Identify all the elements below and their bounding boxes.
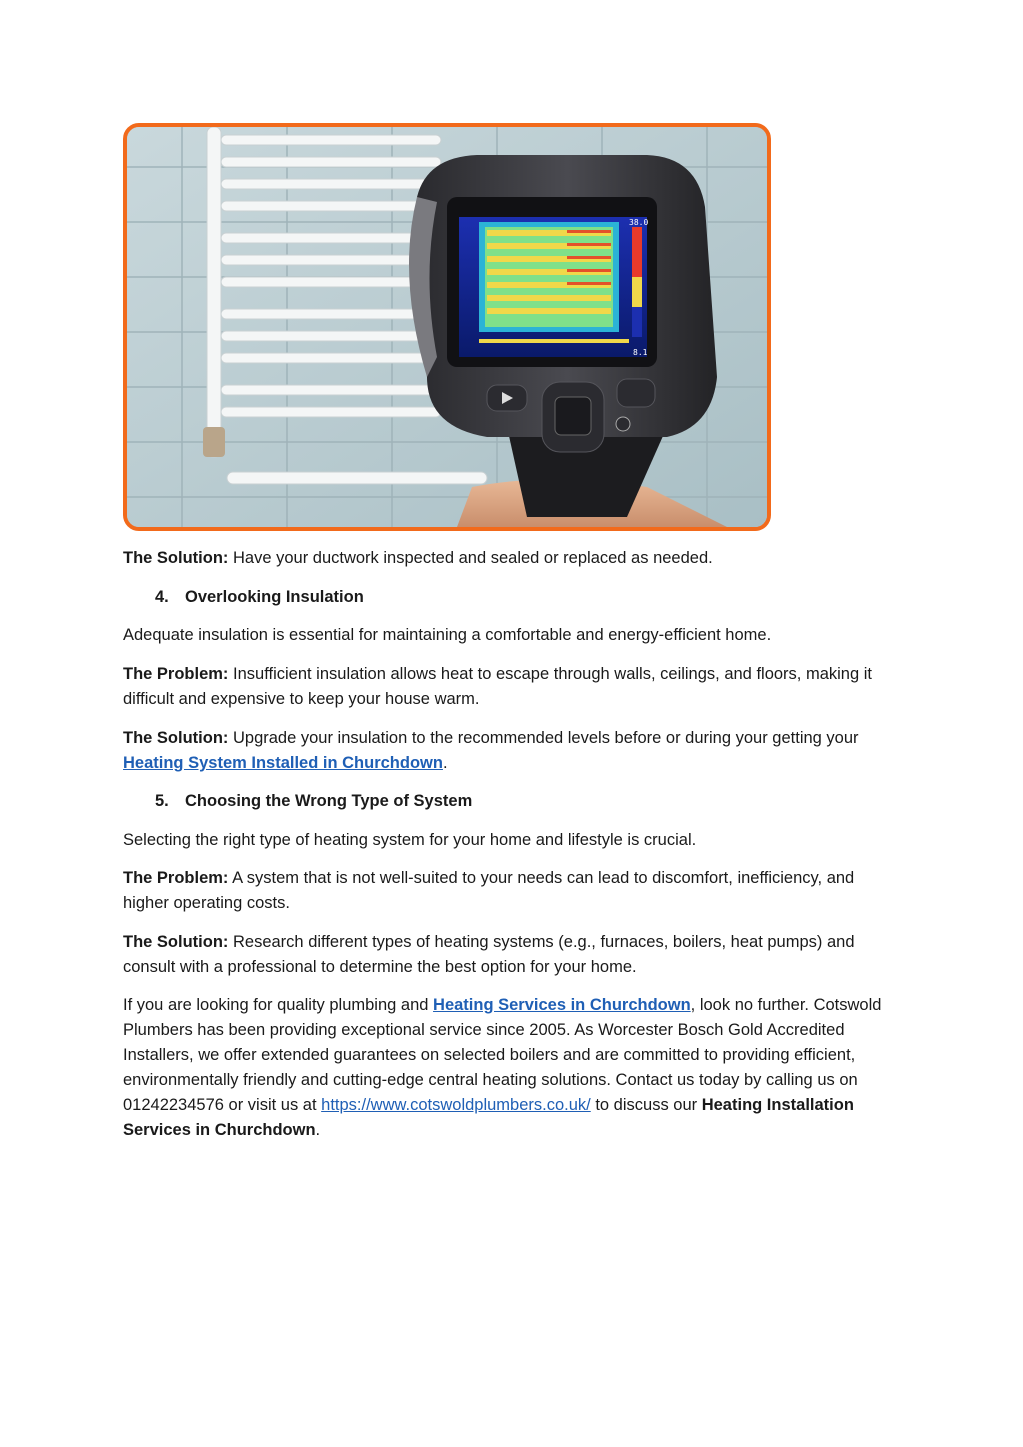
section5-number: 5. — [155, 792, 169, 810]
thermal-heatmap — [479, 222, 642, 343]
section5-intro — [123, 828, 903, 853]
section5-intro-text: Selecting the right type of heating system for your home and lifestyle is crucial. — [123, 831, 697, 849]
section4-intro-text: Adequate insulation is essential for maintaining a comfortable and energy-efficient home. — [123, 626, 772, 644]
section5-problem — [123, 866, 903, 916]
section4-solution — [123, 726, 903, 776]
solution-label: The Solution: — [123, 933, 229, 951]
closing-text-3: to discuss our — [590, 1096, 702, 1114]
closing-paragraph — [123, 993, 903, 1143]
section4-title: Overlooking Insulation — [185, 588, 364, 606]
section4-problem — [123, 662, 903, 712]
section5-solution — [123, 930, 903, 980]
thermal-camera-illustration — [127, 127, 767, 527]
section5-title: Choosing the Wrong Type of System — [185, 792, 473, 810]
section5-heading — [123, 789, 935, 814]
solution-text: Have your ductwork inspected and sealed or replaced as needed. — [228, 549, 713, 567]
solution-text: Upgrade your insulation to the recommended levels before or during your getting your — [228, 729, 859, 747]
problem-text: Insufficient insulation allows heat to escape through walls, ceilings, and floors, making it difficult and expensive to keep your house warm. — [123, 665, 872, 708]
camera-readout-low: 8.1 — [633, 348, 648, 357]
closing-text-4: . — [315, 1121, 321, 1139]
camera-readout-high: 38.0 — [629, 218, 649, 227]
solution-label: The Solution: — [123, 549, 229, 567]
thermal-camera-image — [123, 123, 771, 531]
section4-number: 4. — [155, 588, 169, 606]
solution-label: The Solution: — [123, 729, 229, 747]
solution-text: Research different types of heating systems (e.g., furnaces, boilers, heat pumps) and consult with a professional to determine the best option for your home. — [123, 933, 855, 976]
problem-label: The Problem: — [123, 869, 229, 887]
closing-text-1: If you are looking for quality plumbing and — [123, 996, 434, 1014]
problem-label: The Problem: — [123, 665, 229, 683]
closing-text-2: , look no further. Cotswold Plumbers has been providing exceptional service since 2005. As Worcester Bosch Gold Accredited Installers, we offer extended guarantees on selected boilers and are committed to providing efficient, environmentally friendly and cutting-edge central heating solutions. Contact us today by calling us on 01242234576 or visit us at — [123, 996, 882, 1114]
heating-services-link[interactable]: Heating Services in Churchdown — [433, 996, 691, 1014]
solution-end: . — [442, 754, 448, 772]
heating-system-installed-link[interactable]: Heating System Installed in Churchdown — [123, 754, 443, 772]
section4-intro — [123, 623, 903, 648]
closing-bold-services: Heating Installation Services in Churchdown — [123, 1096, 854, 1139]
section3-solution — [123, 546, 903, 571]
website-link[interactable]: https://www.cotswoldplumbers.co.uk/ — [321, 1096, 591, 1114]
problem-text: A system that is not well-suited to your needs can lead to discomfort, inefficiency, and higher operating costs. — [123, 869, 855, 912]
section4-heading — [123, 585, 935, 610]
